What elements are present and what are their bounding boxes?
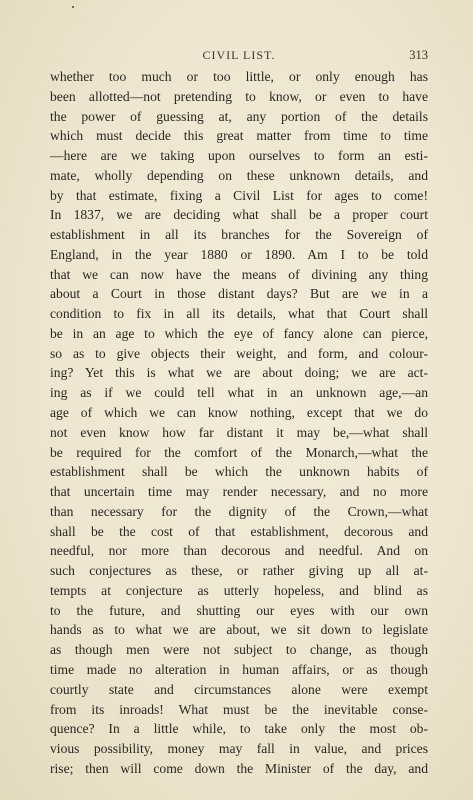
text-line: not even know how far distant it may be,—what shall <box>50 424 428 440</box>
text-line: which must decide this great matter from time to time <box>50 128 428 144</box>
text-line: been allotted—not pretending to know, or even to have <box>50 88 428 104</box>
body-text <box>50 67 428 779</box>
text-line: be required for the comfort of the Monarch,—what the <box>50 444 428 460</box>
text-line: establishment shall be which the unknown habits of <box>50 464 428 480</box>
text-line: needful, nor more than decorous and needful. And on <box>50 543 428 559</box>
text-line: from its inroads! What must be the inevitable conse- <box>50 701 428 717</box>
text-line: England, in the year 1880 or 1890. Am I to be told <box>50 246 428 262</box>
text-line: mate, wholly depending on these unknown details, and <box>50 167 428 183</box>
text-line: ing as if we could tell what in an unknown age,—an <box>50 385 428 401</box>
text-line: so as to give objects their weight, and form, and colour- <box>50 345 428 361</box>
text-line: hands as to what we are about, we sit down to legislate <box>50 622 428 638</box>
text-line: vious possibility, money may fall in value, and prices <box>50 741 428 757</box>
text-line: the power of guessing at, any portion of the details <box>50 108 428 124</box>
text-line: such conjectures as these, or rather giving up all at- <box>50 563 428 579</box>
text-line: by that estimate, fixing a Civil List for ages to come! <box>50 187 428 203</box>
text-line: shall be the cost of that establishment, decorous and <box>50 523 428 539</box>
text-line: —here are we taking upon ourselves to form an esti- <box>50 148 428 164</box>
text-line: In 1837, we are deciding what shall be a proper court <box>50 207 428 223</box>
text-line: courtly state and circumstances alone were exempt <box>50 681 428 697</box>
text-line: than necessary for the dignity of the Crown,—what <box>50 503 428 519</box>
text-line: to the future, and shutting our eyes with our own <box>50 602 428 618</box>
text-line: establishment in all its branches for the Sovereign of <box>50 227 428 243</box>
page-header <box>50 48 428 66</box>
text-line: that uncertain time may render necessary, and no more <box>50 484 428 500</box>
text-line: as though men were not subject to change, as though <box>50 642 428 658</box>
text-line: about a Court in those distant days? But are we in a <box>50 286 428 302</box>
text-line: whether too much or too little, or only enough has <box>50 69 428 84</box>
text-line: condition to fix in all its details, what that Court shall <box>50 306 428 322</box>
text-line: tempts at conjecture as utterly hopeless, and blind as <box>50 582 428 598</box>
text-line: be in an age to which the eye of fancy alone can pierce, <box>50 325 428 341</box>
text-line: age of which we can know nothing, except that we do <box>50 405 428 421</box>
running-title: CIVIL LIST. <box>202 48 276 62</box>
text-line: that we can now have the means of divining any thing <box>50 266 428 282</box>
text-line: ing? Yet this is what we are about doing; we are act- <box>50 365 428 381</box>
text-line: rise; then will come down the Minister of the day, and <box>50 760 428 776</box>
text-line: quence? In a little while, to take only the most ob- <box>50 721 428 737</box>
page-number: 313 <box>409 48 428 62</box>
text-line: time made no alteration in human affairs, or as though <box>50 661 428 677</box>
ink-speck <box>72 6 74 8</box>
